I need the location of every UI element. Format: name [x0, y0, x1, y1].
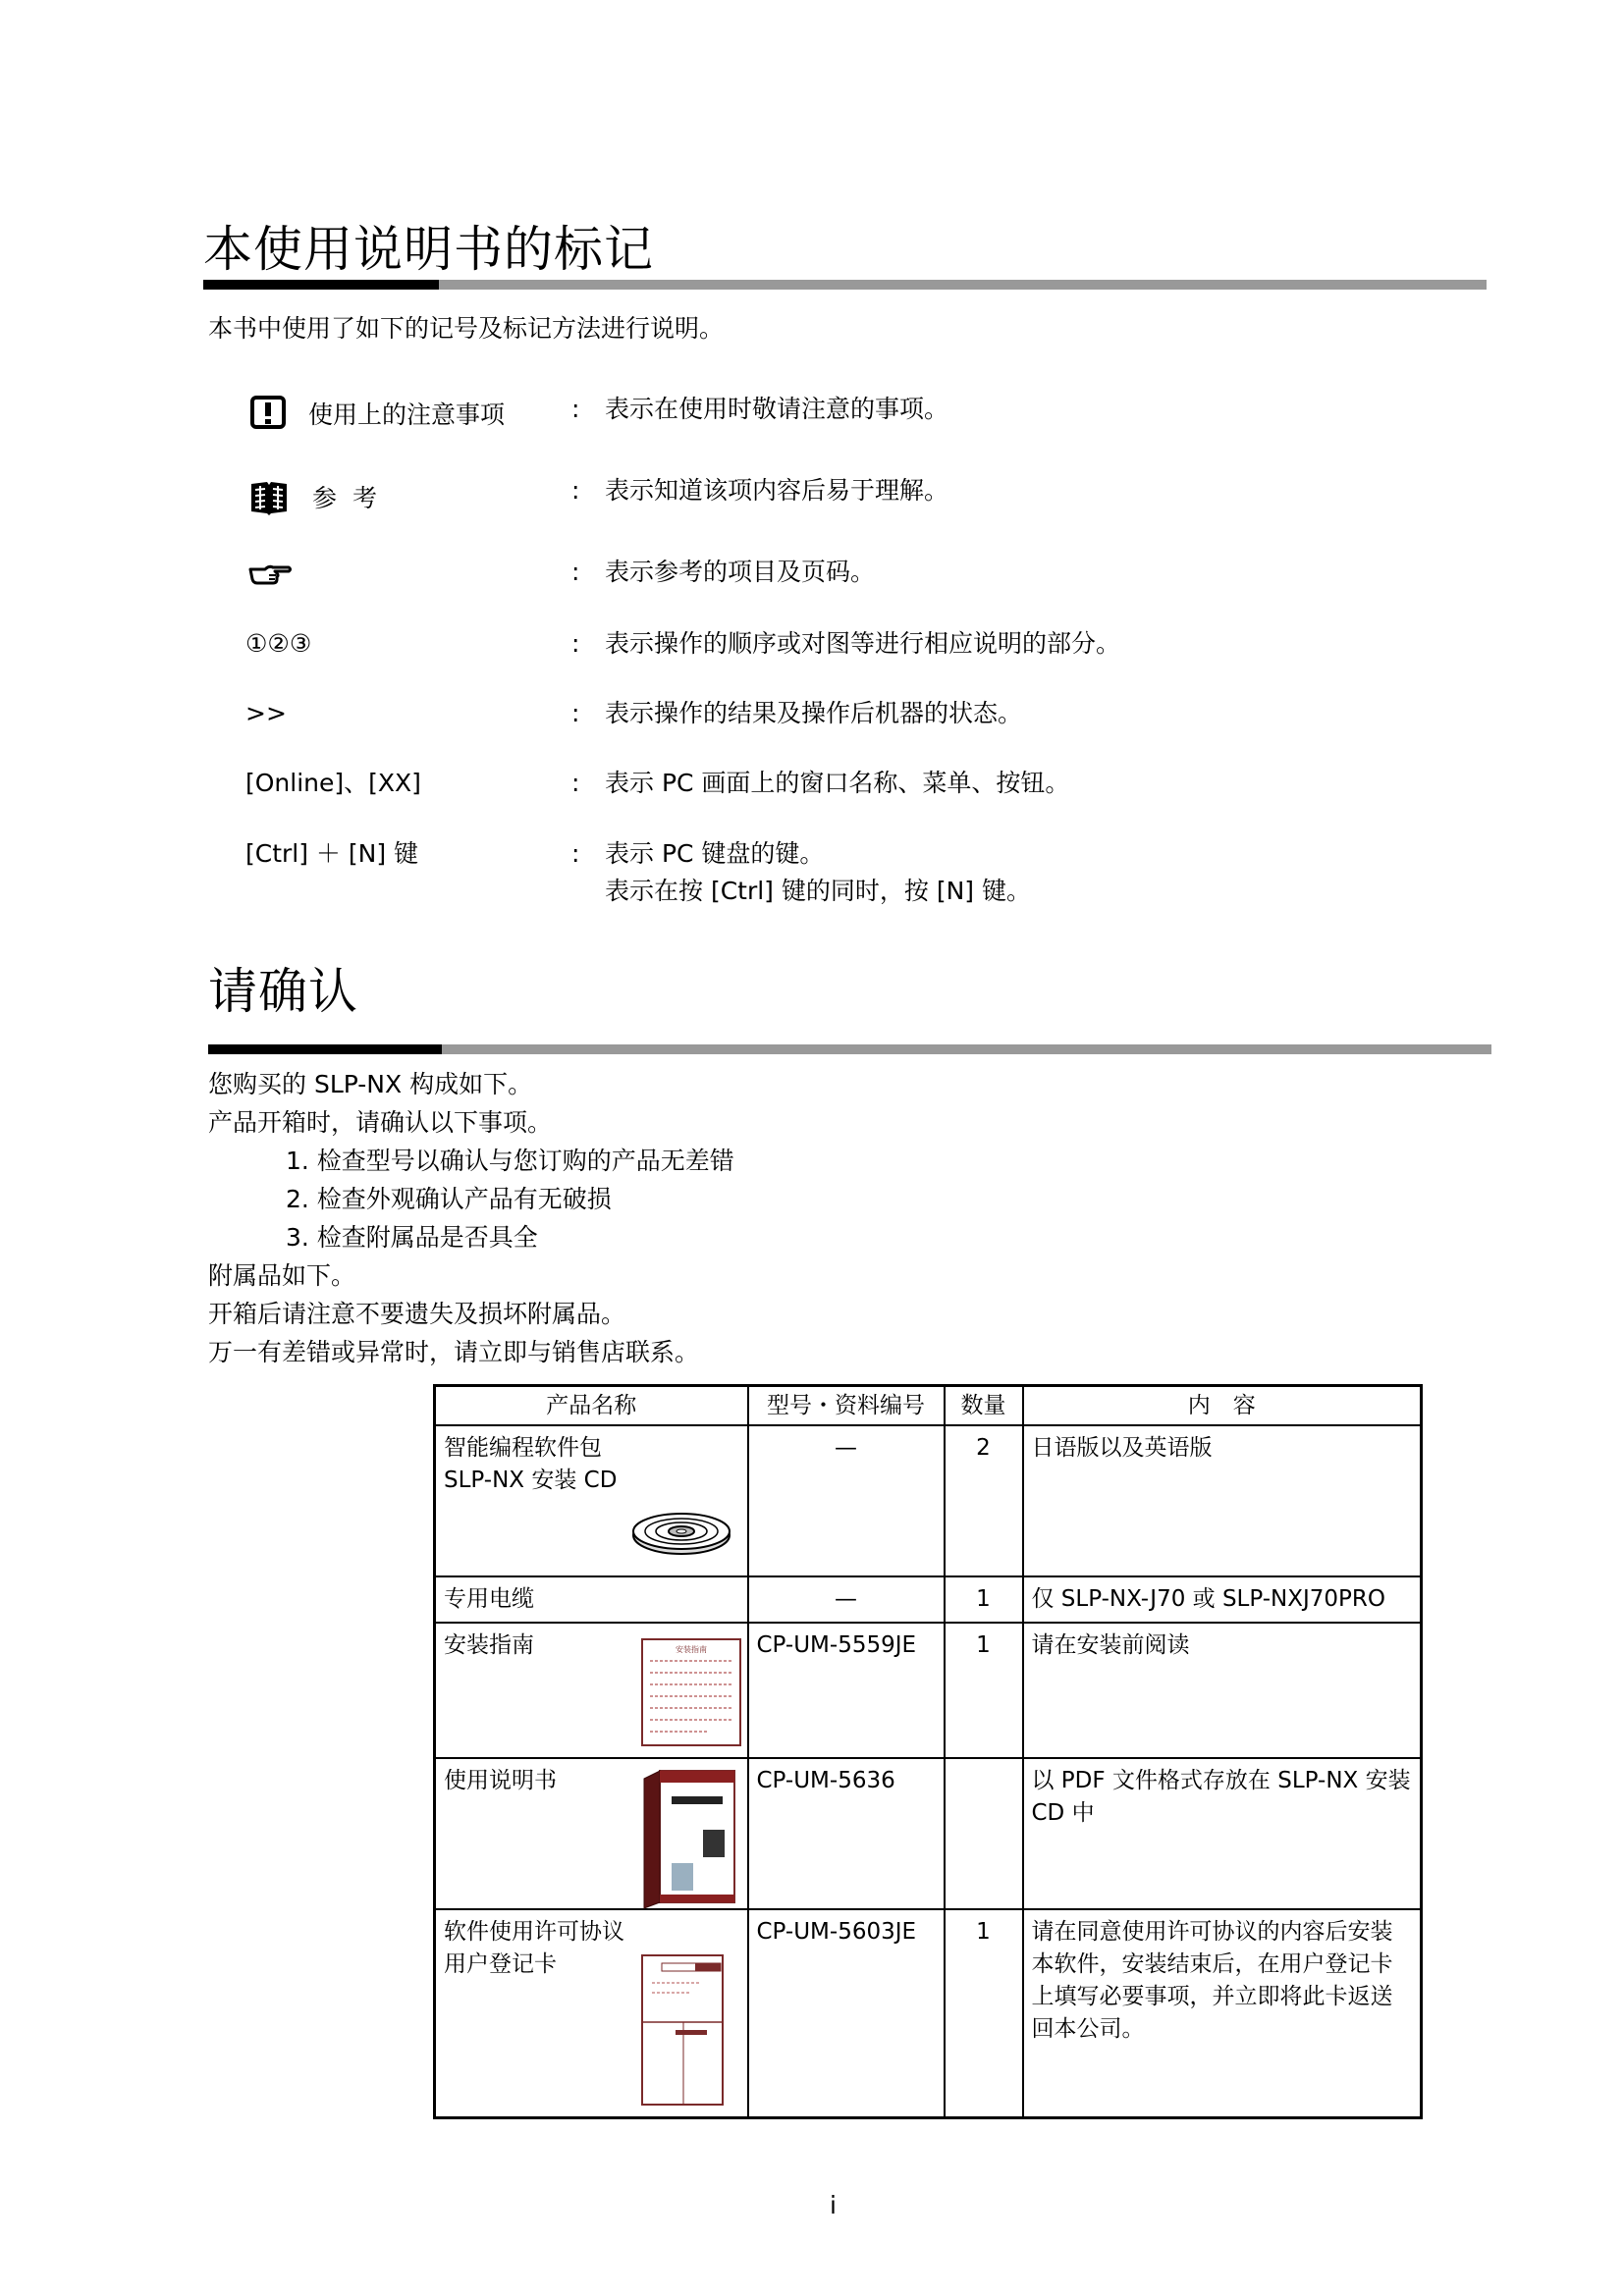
notation-desc-reference: 表示知道该项内容后易于理解。	[605, 476, 949, 505]
column-header: 内 容	[1023, 1386, 1422, 1426]
page-number: i	[830, 2191, 837, 2219]
product-name-cell	[435, 1909, 748, 2118]
confirm-line: 您购买的 SLP-NX 构成如下。	[208, 1070, 533, 1098]
check-item: 2. 检查外观确认产品有无破损	[286, 1185, 612, 1213]
notation-desc-steps: 表示操作的顺序或对图等进行相应说明的部分。	[605, 629, 1121, 658]
notation-desc-result: 表示操作的结果及操作后机器的状态。	[605, 699, 1023, 727]
notation-colon: :	[571, 629, 580, 658]
book-icon	[248, 479, 290, 516]
content-cell: 日语版以及英语版	[1023, 1425, 1422, 1576]
license-card-image	[640, 1953, 725, 2116]
confirm-line: 附属品如下。	[208, 1261, 356, 1290]
notation-label-steps: ①②③	[245, 629, 312, 658]
table-row	[435, 1576, 1422, 1623]
product-name: 安装指南	[444, 1632, 534, 1658]
manual-book-image	[640, 1765, 738, 1922]
notation-desc-keys-2: 表示在按 [Ctrl] 键的同时，按 [N] 键。	[605, 877, 1031, 905]
guide-sheet-image	[640, 1637, 742, 1757]
notation-desc-keys: 表示 PC 键盘的键。	[605, 839, 825, 868]
table-header-row	[435, 1386, 1422, 1426]
section-title-notation: 本使用说明书的标记	[203, 221, 654, 278]
model-cell: CP-UM-5603JE	[748, 1909, 945, 2118]
product-name: 用户登记卡	[444, 1951, 557, 1977]
product-name-cell	[435, 1623, 748, 1758]
product-name-cell	[435, 1758, 748, 1909]
pointing-hand-icon	[247, 561, 293, 587]
cd-disc-image	[630, 1511, 732, 1566]
notation-label-reference: 参 考	[312, 484, 381, 512]
table-row	[435, 1758, 1422, 1909]
product-name: 使用说明书	[444, 1768, 557, 1793]
notation-colon: :	[571, 699, 580, 727]
content-cell: 仅 SLP-NX-J70 或 SLP-NXJ70PRO	[1023, 1576, 1422, 1623]
notation-colon: :	[571, 839, 580, 868]
accessory-table	[433, 1384, 1423, 2119]
model-cell: —	[748, 1425, 945, 1576]
qty-cell: 1	[945, 1576, 1023, 1623]
table-row	[435, 1623, 1422, 1758]
product-name: 智能编程软件包	[444, 1435, 602, 1461]
product-name: SLP-NX 安装 CD	[444, 1468, 618, 1493]
intro-text: 本书中使用了如下的记号及标记方法进行说明。	[208, 314, 725, 343]
content-cell: 请在同意使用许可协议的内容后安装本软件，安装结束后，在用户登记卡上填写必要事项，并立即将此卡返送回本公司。	[1023, 1909, 1422, 2118]
notation-colon: :	[571, 395, 580, 423]
caution-icon	[250, 396, 286, 429]
product-name-cell	[435, 1425, 748, 1576]
table-row	[435, 1425, 1422, 1576]
content-cell: 以 PDF 文件格式存放在 SLP-NX 安装 CD 中	[1023, 1758, 1422, 1909]
section-title-confirm: 请确认	[208, 963, 358, 1020]
notation-label-keys: [Ctrl] ＋ [N] 键	[245, 839, 419, 868]
check-item: 1. 检查型号以确认与您订购的产品无差错	[286, 1147, 734, 1175]
column-header: 产品名称	[435, 1386, 748, 1426]
guide-sheet-title: 安装指南	[676, 1645, 707, 1654]
notation-colon: :	[571, 558, 580, 586]
qty-cell: 1	[945, 1909, 1023, 2118]
confirm-line: 开箱后请注意不要遗失及损坏附属品。	[208, 1300, 626, 1328]
qty-cell: 2	[945, 1425, 1023, 1576]
confirm-line: 万一有差错或异常时，请立即与销售店联系。	[208, 1338, 700, 1366]
notation-desc-window: 表示 PC 画面上的窗口名称、菜单、按钮。	[605, 769, 1070, 797]
qty-cell: 1	[945, 1623, 1023, 1758]
product-name: 专用电缆	[444, 1586, 534, 1612]
table-row	[435, 1909, 1422, 2118]
notation-label-window: [Online]、[XX]	[245, 769, 421, 797]
title-underline	[442, 1044, 1491, 1054]
column-header: 型号・资料编号	[748, 1386, 945, 1426]
qty-cell	[945, 1758, 1023, 1909]
model-cell: CP-UM-5636	[748, 1758, 945, 1909]
notation-label-caution: 使用上的注意事项	[308, 400, 506, 429]
notation-label-result: >>	[245, 699, 287, 727]
product-name-cell	[435, 1576, 748, 1623]
model-cell: CP-UM-5559JE	[748, 1623, 945, 1758]
product-name: 软件使用许可协议	[444, 1919, 624, 1945]
title-underline	[439, 280, 1487, 290]
notation-colon: :	[571, 476, 580, 505]
content-cell: 请在安装前阅读	[1023, 1623, 1422, 1758]
model-cell: —	[748, 1576, 945, 1623]
notation-desc-page-ref: 表示参考的项目及页码。	[605, 558, 876, 586]
column-header: 数量	[945, 1386, 1023, 1426]
notation-desc-caution: 表示在使用时敬请注意的事项。	[605, 395, 949, 423]
notation-colon: :	[571, 769, 580, 797]
confirm-line: 产品开箱时，请确认以下事项。	[208, 1108, 553, 1137]
check-item: 3. 检查附属品是否具全	[286, 1223, 538, 1252]
title-underline-dark	[203, 280, 439, 290]
title-underline-dark	[208, 1044, 442, 1054]
